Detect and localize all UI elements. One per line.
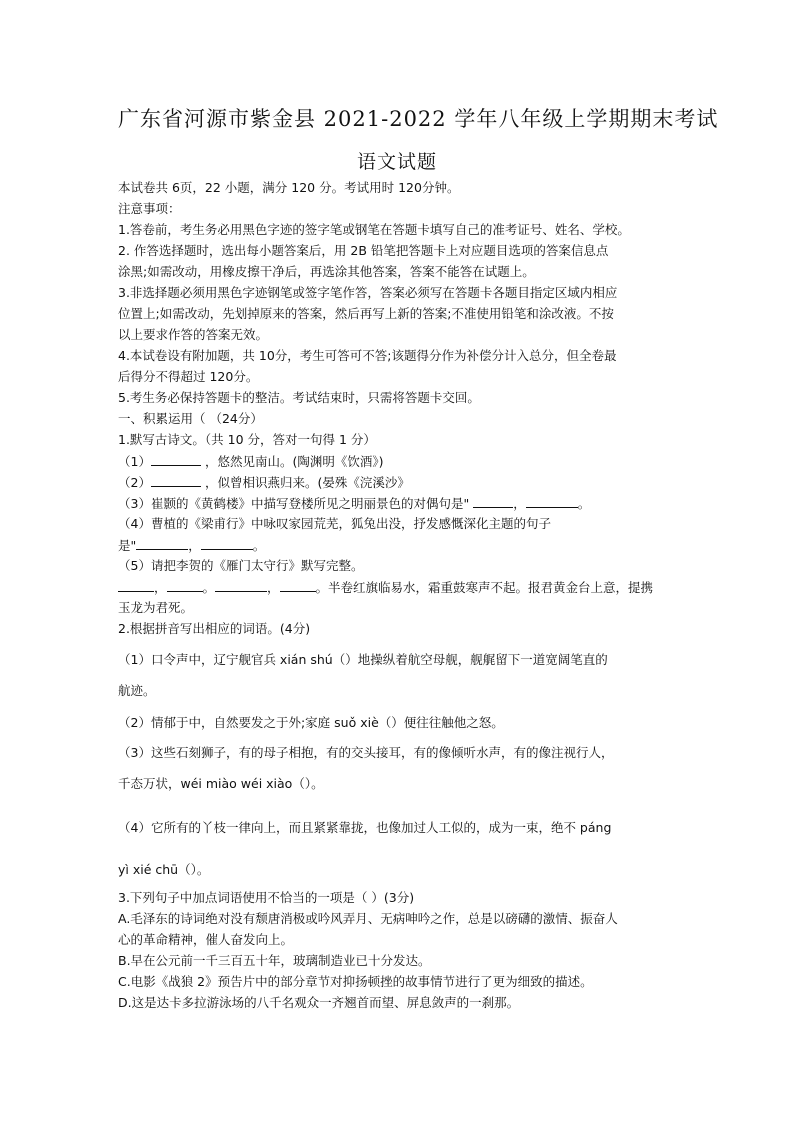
- question-3-stem: 3.下列句子中加点词语使用不恰当的一项是（ ）(3分): [118, 890, 415, 905]
- question-2-item-3: （3）这些石刻狮子，有的母子相抱，有的交头接耳，有的像倾听水声，有的像注视行人，: [118, 745, 614, 760]
- answer-blank[interactable]: [151, 451, 201, 466]
- notice-line: 涂黑;如需改动，用橡皮擦干净后，再选涂其他答案，答案不能答在试题上。: [118, 264, 535, 279]
- question-1-item-5-blanks: [118, 577, 653, 598]
- section-heading: 一、积累运用（ （24分）: [118, 411, 263, 426]
- notice-line: 位置上;如需改动，先划掉原来的答案，然后再写上新的答案;不准使用铅笔和涂改液。不按: [118, 306, 614, 321]
- answer-blank[interactable]: [167, 577, 203, 592]
- notice-line: 1.答卷前，考生务必用黑色字迹的签字笔或钢笔在答题卡填写自己的准考证号、姓名、学校。: [118, 222, 630, 237]
- notice-heading: 注意事项：: [118, 201, 181, 216]
- question-1-item-4-answer: [118, 535, 265, 556]
- exam-subtitle: 语文试题: [356, 151, 437, 173]
- answer-blank[interactable]: [136, 535, 188, 550]
- answer-blank[interactable]: [526, 493, 578, 508]
- separator: ，: [188, 538, 201, 553]
- question-2-item-4: （4）它所有的丫枝一律向上，而且紧紧靠拢，也像加过人工似的，成为一束，绝不 páng: [118, 820, 612, 835]
- question-1-item-2: [118, 472, 410, 493]
- notice-line: 5.考生务必保持答题卡的整洁。考试结束时，只需将答题卡交回。: [118, 390, 480, 405]
- notice-line: 4.本试卷设有附加题，共 10分，考生可答可不答;该题得分作为补偿分计入总分，但全卷最: [118, 348, 617, 363]
- question-1-item-1: [118, 451, 383, 472]
- item-text: ，悠然见南山。(陶渊明《饮酒》): [204, 454, 384, 469]
- question-2-item-1-cont: 航迹。: [118, 683, 156, 698]
- item-text: 。半卷红旗临易水，霜重鼓寒声不起。报君黄金台上意，提携: [315, 580, 654, 595]
- separator: ，: [513, 496, 526, 511]
- separator: 。: [202, 580, 216, 595]
- notice-line: 3.非选择题必须用黑色字迹钢笔或签字笔作答，答案必须写在答题卡各题目指定区域内相应: [118, 285, 618, 300]
- separator: ，: [154, 580, 167, 595]
- question-3-option-a-cont: 心的革命精神，催人奋发向上。: [118, 932, 294, 947]
- item-number: （1）: [118, 454, 151, 469]
- question-3-option-c: C.电影《战狼 2》预告片中的部分章节对抑扬顿挫的故事情节进行了更为细致的描述。: [118, 974, 593, 989]
- notice-line: 2. 作答选择题时，选出每小题答案后，用 2B 铅笔把答题卡上对应题目选项的答案信息点: [118, 243, 609, 258]
- item-number: （2）: [118, 475, 151, 490]
- question-2-item-3-cont: 千态万状，wéi miào wéi xiào（）。: [118, 776, 324, 791]
- question-3-option-a: A.毛泽东的诗词绝对没有颓唐消极或吟风弄月、无病呻吟之作，总是以磅礴的激情、振奋人: [118, 911, 618, 926]
- question-1-stem: 1.默写古诗文。（共 10 分，答对一句得 1 分）: [118, 432, 376, 447]
- question-2-item-4-cont: yì xié chū（）。: [118, 862, 210, 877]
- separator: 。: [577, 496, 591, 511]
- answer-blank[interactable]: [151, 472, 201, 487]
- item-text: （3）崔颢的《黄鹤楼》中描写登楼所见之明丽景色的对偶句是": [118, 496, 470, 511]
- question-1-item-4: （4）曹植的《梁甫行》中咏叹家园荒芜，狐兔出没，抒发感慨深化主题的句子: [118, 516, 551, 531]
- question-3-option-b: B.早在公元前一千三百五十年，玻璃制造业已十分发达。: [118, 953, 431, 968]
- exam-intro: 本试卷共 6页，22 小题，满分 120 分。考试用时 120分钟。: [118, 180, 460, 195]
- answer-blank[interactable]: [280, 577, 316, 592]
- notice-line: 以上要求作答的答案无效。: [118, 327, 269, 342]
- question-2-item-2: （2）情郁于中，自然要发之于外;家庭 suǒ xiè（）便往往触他之怒。: [118, 715, 504, 730]
- exam-title: 广东省河源市紫金县 2021-2022 学年八年级上学期期末考试: [118, 107, 719, 131]
- notice-line: 后得分不得超过 120分。: [118, 369, 259, 384]
- question-1-item-5: （5）请把李贺的《雁门太守行》默写完整。: [118, 558, 364, 573]
- question-1-item-3: [118, 493, 590, 514]
- question-2-stem: 2.根据拼音写出相应的词语。(4分): [118, 621, 311, 636]
- answer-blank[interactable]: [201, 535, 253, 550]
- answer-blank[interactable]: [215, 577, 267, 592]
- separator: ，: [267, 580, 280, 595]
- answer-blank[interactable]: [118, 577, 154, 592]
- question-2-item-1: （1）口令声中，辽宁舰官兵 xián shú（）地操纵着航空母舰，舰艉留下一道宽阔笔直的: [118, 652, 608, 667]
- question-1-item-5-end: 玉龙为君死。: [118, 600, 194, 615]
- item-text: 是": [118, 538, 137, 553]
- separator: 。: [252, 538, 266, 553]
- item-text: ，似曾相识燕归来。(晏殊《浣溪沙》: [204, 475, 410, 490]
- answer-blank[interactable]: [473, 493, 513, 508]
- question-3-option-d: D.这是达卡多拉游泳场的八千名观众一齐翘首而望、屏息敛声的一刹那。: [118, 995, 520, 1010]
